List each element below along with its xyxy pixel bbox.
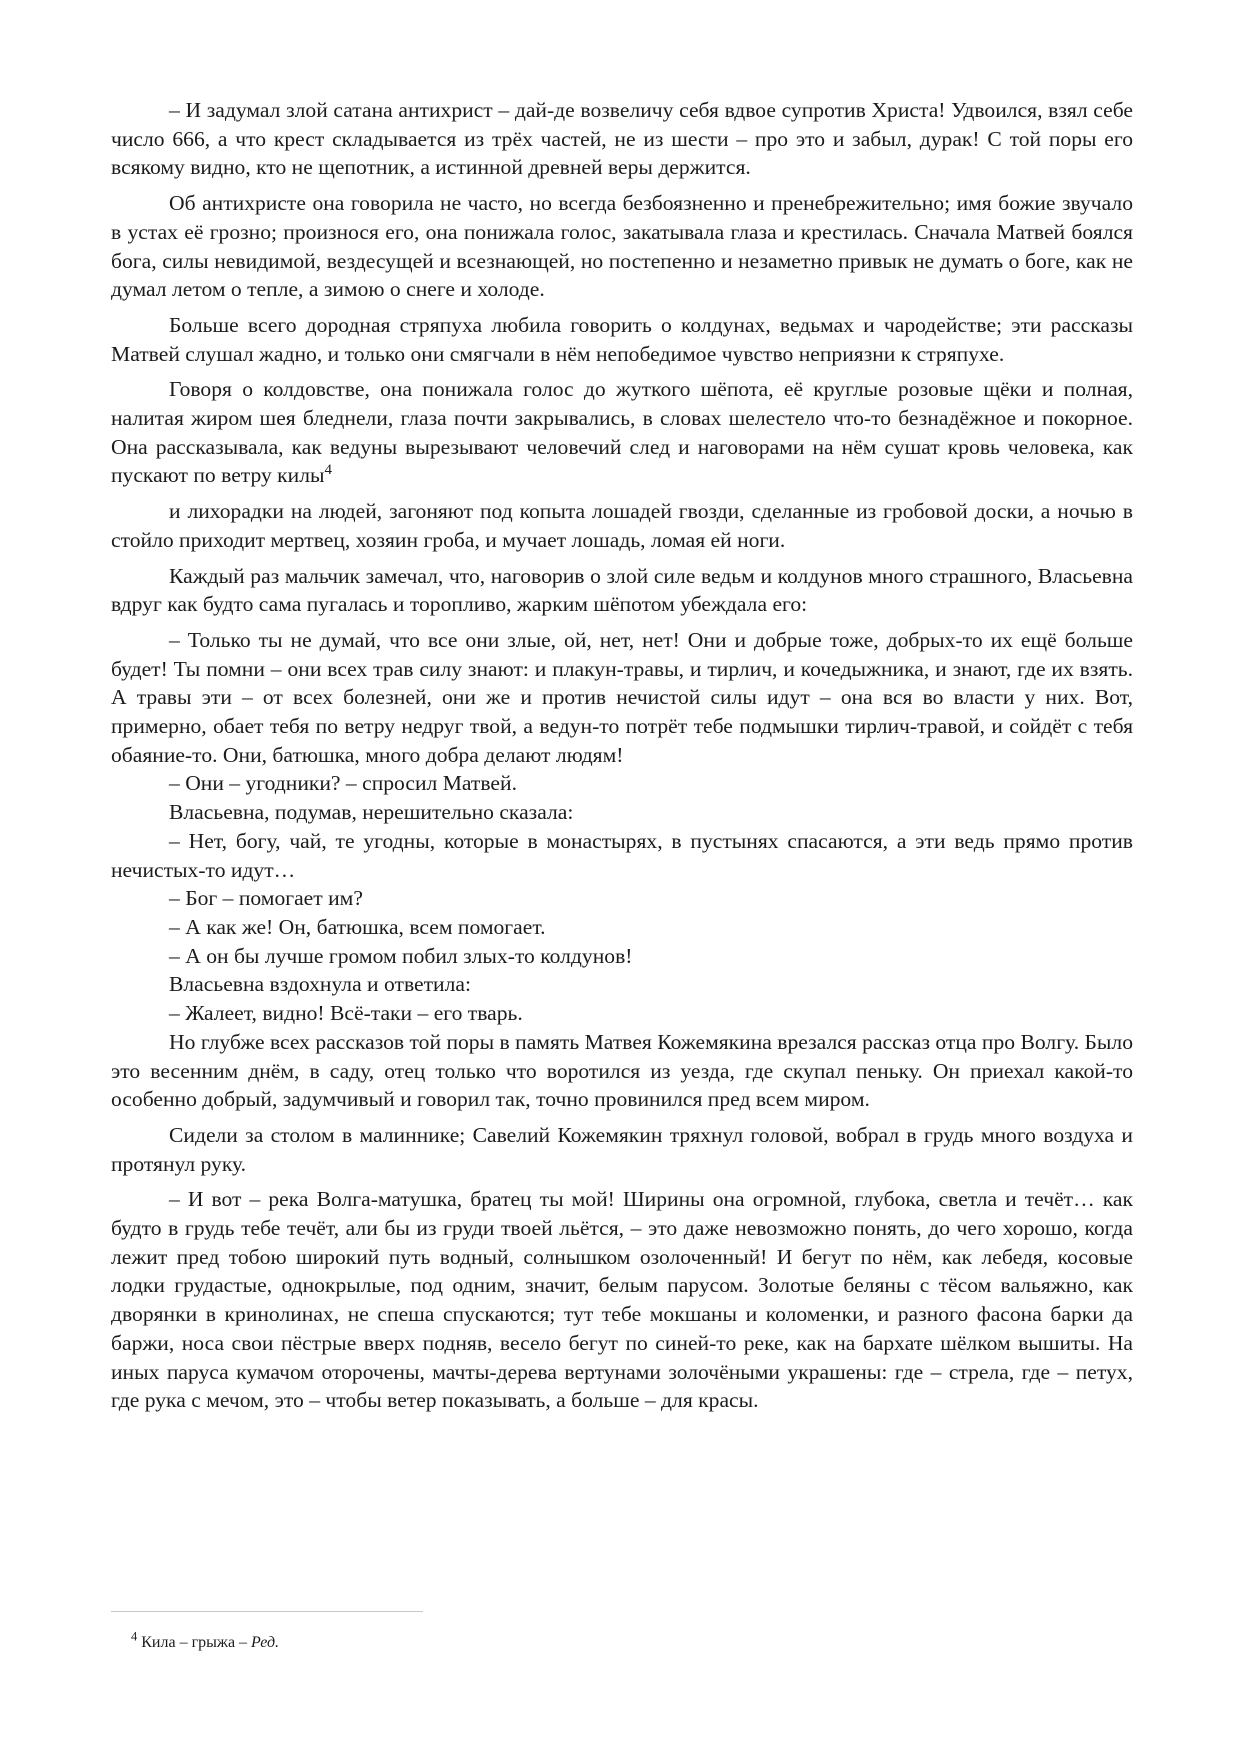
dialogue-line: – А он бы лучше громом побил злых-то колдунов! <box>169 943 633 968</box>
dialogue-line: – Они – угодники? – спросил Матвей. <box>169 771 517 796</box>
paragraph-volga-river: – И вот – река Волга-матушка, братец ты мой! Ширины она огромной, глубока, светла и течёт… как будто в грудь тебе течёт, али бы из груди твоей льётся, – это даже невозможно понять, до чего хорошо, когда лежит пред тобою широкий путь водный, солнышком озолоченный! И бегут по нём, как лебедя, косовые лодки грудастые, однокрылые, под одним, значит, белым парусом. Золотые беляны с тёсом вальяжно, как дворянки в кринолинах, не спеша спускаются; тут тебе мокшаны и коломенки, и разного фасона барки да баржи, носа свои пёстрые вверх подняв, весело бегут по синей-то реке, как на бархате шёлком вышиты. На иных паруса кумачом оторочены, мачты-дерева вертунами золочёными украшены: где – стрела, где – петух, где рука с мечом, это – чтобы ветер показывать, а больше – для красы. <box>111 1187 1133 1413</box>
dialogue-line: Власьевна вздохнула и ответила: <box>169 972 471 997</box>
paragraph-antichrist-speech: – И задумал злой сатана антихрист – дай-де возвеличу себя вдвое супротив Христа! Удвоился, взял себе число 666, а что крест складывается из трёх частей, не из шести – про это и забыл, дурак! С той поры его всякому видно, кто не щепотник, а истинной древней веры держится. <box>111 98 1133 180</box>
main-text <box>111 96 1133 1415</box>
footnote-separator <box>111 1611 423 1612</box>
paragraph-witchcraft-text: Говоря о колдовстве, она понижала голос до жуткого шёпота, её круглые розовые щёки и полная, налитая жиром шея бледнели, глаза почти закрывались, в словах шелестело что-то безнадёжное и покорное. Она рассказывала, как ведуны вырезывают человечий след и наговорами на нём сушат кровь человека, как пускают по ветру килы <box>111 377 1133 488</box>
dialogue-line: – Нет, богу, чай, те угодны, которые в монастырях, в пустынях спасаются, а эти ведь прямо против нечистых-то идут… <box>111 828 1133 882</box>
paragraph-volga-story-intro: Но глубже всех рассказов той поры в память Матвея Кожемякина врезался рассказ отца про Волгу. Было это весенним днём, в саду, отец только что воротился из уезда, где скупал пеньку. Он приехал какой-то особенно добрый, задумчивый и говорил так, точно провинился пред всем миром. <box>111 1029 1133 1112</box>
paragraph-boy-noticed: Каждый раз мальчик замечал, что, наговорив о злой силе ведьм и колдунов много страшного, Власьевна вдруг как будто сама пугалась и торопливо, жарким шёпотом убеждала его: <box>111 563 1133 617</box>
footnote-reference[interactable]: 4 <box>324 462 333 479</box>
paragraph-witchcraft <box>111 375 1133 490</box>
paragraph-good-sorcerers: – Только ты не думай, что все они злые, ой, нет, нет! Они и добрые тоже, добрых-то их ещё больше будет! Ты помни – они всех трав силу знают: и плакун-травы, и тирлич, и кочедыжника, и знают, где их взять. А травы эти – от всех болезней, они же и против нечистой силы идут – она вся во власти у них. Вот, примерно, обает тебя по ветру недруг твой, а ведун-то потрёт тебе подмышки тирлич-травой, и сойдёт с тебя обаяние-то. Они, батюшка, много добра делают людям! <box>111 627 1133 767</box>
dialogue-line: – А как же! Он, батюшка, всем помогает. <box>169 914 546 939</box>
paragraph-raspberry-table: Сидели за столом в малиннике; Савелий Кожемякин тряхнул головой, вобрал в грудь много воздуха и протянул руку. <box>111 1122 1133 1176</box>
paragraph-about-antichrist: Об антихристе она говорила не часто, но всегда безбоязненно и пренебрежительно; имя божие звучало в устах её грозно; произнося его, она понижала голос, закатывала глаза и крестилась. Сначала Матвей боялся бога, силы невидимой, вездесущей и всезнающей, но постепенно и незаметно привык не думать о боге, как не думал летом о тепле, а зимою о снеге и холоде. <box>111 191 1133 302</box>
paragraph-fevers: и лихорадки на людей, загоняют под копыта лошадей гвозди, сделанные из гробовой доски, а ночью в стойло приходит мертвец, хозяин гроба, и мучает лошадь, ломая ей ноги. <box>111 499 1133 552</box>
footnote-text: Кила – грыжа – <box>141 1634 252 1651</box>
dialogue-line: Власьевна, подумав, нерешительно сказала: <box>169 800 574 825</box>
dialogue-line: – Бог – помогает им? <box>169 886 363 911</box>
dialogue-line: – Жалеет, видно! Всё-таки – его тварь. <box>169 1001 523 1026</box>
footnote <box>131 1629 1031 1654</box>
footnote-number: 4 <box>131 1629 138 1644</box>
footnote-editor-mark: Ред. <box>251 1634 280 1651</box>
paragraph-witches-stories: Больше всего дородная стряпуха любила говорить о колдунах, ведьмах и чародействе; эти рассказы Матвей слушал жадно, и только они смягчали в нём непобедимое чувство неприязни к стряпухе. <box>111 312 1133 366</box>
